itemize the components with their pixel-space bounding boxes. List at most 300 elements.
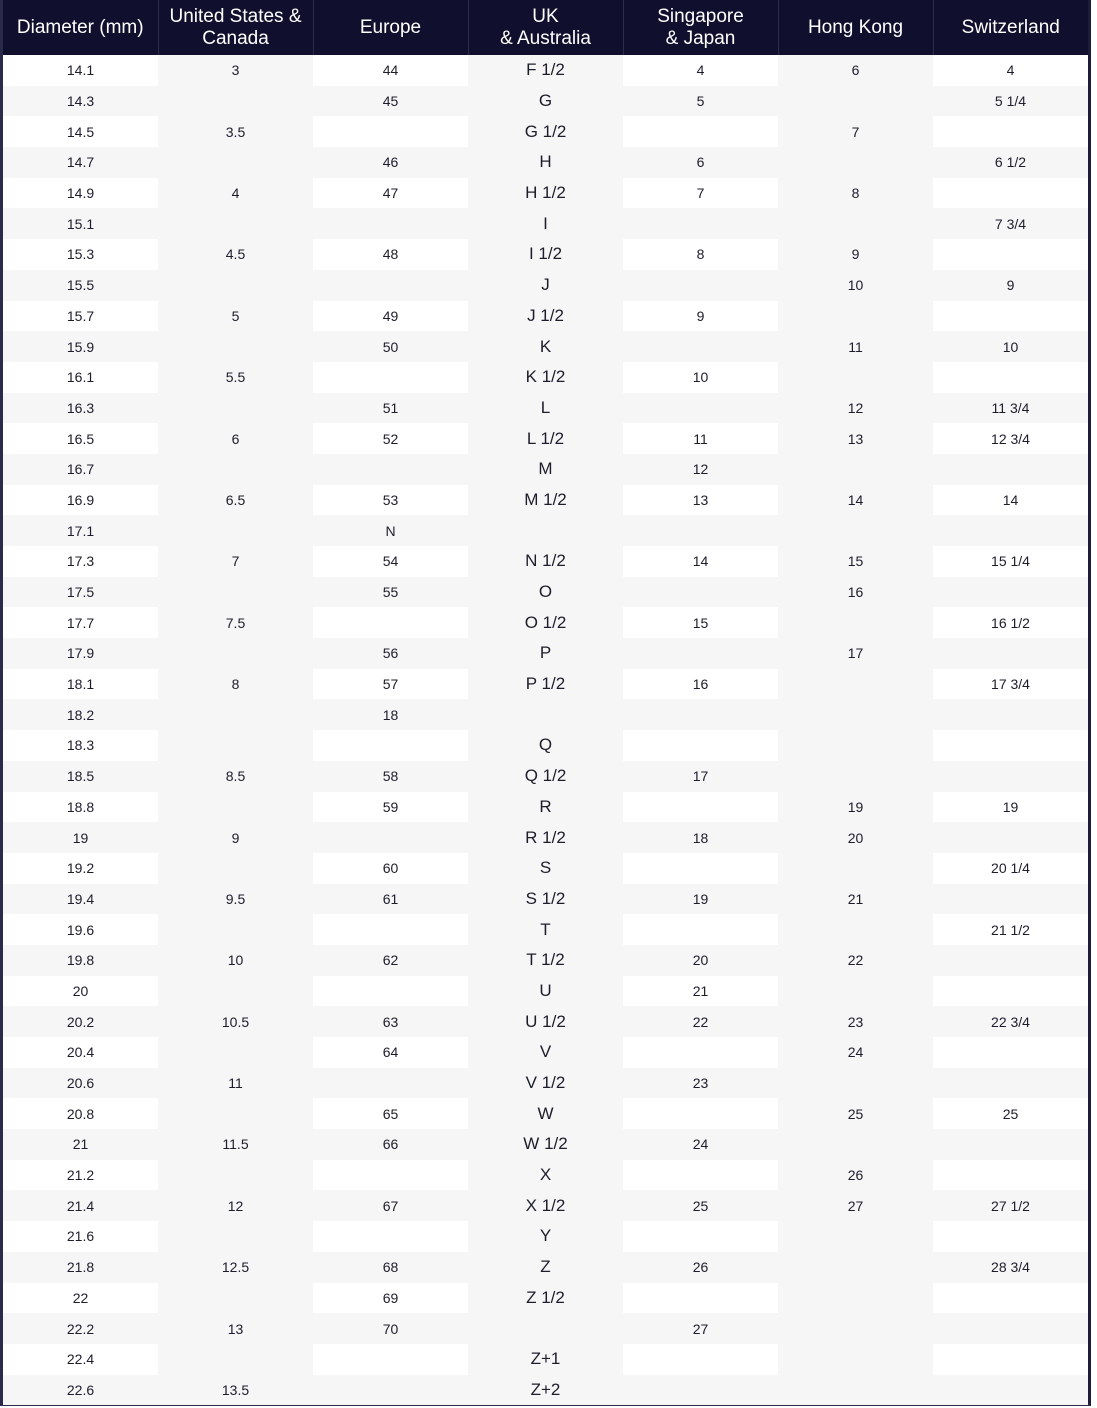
table-row: [3, 1375, 1088, 1406]
cell-uk-australia: I 1/2: [468, 239, 623, 270]
cell-diameter: 14.7: [3, 147, 158, 178]
cell-europe: [313, 607, 468, 638]
column-header-line: Canada: [202, 27, 269, 49]
cell-uk-australia: R 1/2: [468, 822, 623, 853]
table-row: [3, 1190, 1088, 1221]
table-row: [3, 178, 1088, 209]
cell-diameter: 17.1: [3, 515, 158, 546]
cell-uk-australia: M: [468, 454, 623, 485]
cell-switzerland: [933, 515, 1088, 546]
cell-hong-kong: 14: [778, 485, 933, 516]
cell-diameter: 18.3: [3, 730, 158, 761]
cell-hong-kong: [778, 1221, 933, 1252]
cell-hong-kong: [778, 607, 933, 638]
cell-diameter: 16.3: [3, 393, 158, 424]
cell-switzerland: [933, 945, 1088, 976]
cell-switzerland: 7 3/4: [933, 208, 1088, 239]
cell-singapore-japan: [623, 116, 778, 147]
cell-us-canada: 4.5: [158, 239, 313, 270]
table-row: [3, 853, 1088, 884]
table-row: [3, 945, 1088, 976]
cell-singapore-japan: [623, 730, 778, 761]
cell-us-canada: [158, 976, 313, 1007]
column-header-singapore-japan: [623, 0, 778, 55]
cell-switzerland: 15 1/4: [933, 546, 1088, 577]
cell-hong-kong: 16: [778, 577, 933, 608]
cell-singapore-japan: [623, 1098, 778, 1129]
cell-diameter: 14.3: [3, 86, 158, 117]
cell-switzerland: [933, 822, 1088, 853]
cell-europe: [313, 1068, 468, 1099]
cell-singapore-japan: [623, 1283, 778, 1314]
table-row: [3, 577, 1088, 608]
cell-hong-kong: [778, 1129, 933, 1160]
cell-hong-kong: [778, 853, 933, 884]
cell-us-canada: 4: [158, 178, 313, 209]
cell-europe: 63: [313, 1006, 468, 1037]
cell-hong-kong: 9: [778, 239, 933, 270]
cell-us-canada: 5.5: [158, 362, 313, 393]
cell-singapore-japan: [623, 1221, 778, 1252]
cell-diameter: 18.5: [3, 761, 158, 792]
cell-europe: 51: [313, 393, 468, 424]
cell-singapore-japan: [623, 1037, 778, 1068]
cell-europe: 62: [313, 945, 468, 976]
cell-uk-australia: I: [468, 208, 623, 239]
cell-diameter: 17.3: [3, 546, 158, 577]
cell-hong-kong: 10: [778, 270, 933, 301]
cell-hong-kong: 19: [778, 792, 933, 823]
cell-switzerland: 14: [933, 485, 1088, 516]
cell-diameter: 21.8: [3, 1252, 158, 1283]
cell-switzerland: 17 3/4: [933, 669, 1088, 700]
cell-diameter: 14.9: [3, 178, 158, 209]
cell-us-canada: 3: [158, 55, 313, 86]
cell-switzerland: 11 3/4: [933, 393, 1088, 424]
cell-switzerland: 28 3/4: [933, 1252, 1088, 1283]
cell-europe: [313, 1375, 468, 1406]
cell-uk-australia: W: [468, 1098, 623, 1129]
cell-diameter: 17.7: [3, 607, 158, 638]
column-header-line: Switzerland: [961, 16, 1060, 38]
table-row: [3, 761, 1088, 792]
cell-switzerland: [933, 362, 1088, 393]
cell-uk-australia: H: [468, 147, 623, 178]
table-row: [3, 792, 1088, 823]
cell-diameter: 16.7: [3, 454, 158, 485]
cell-singapore-japan: 27: [623, 1313, 778, 1344]
cell-singapore-japan: 16: [623, 669, 778, 700]
table-row: [3, 1068, 1088, 1099]
cell-uk-australia: S: [468, 853, 623, 884]
cell-diameter: 21.6: [3, 1221, 158, 1252]
cell-diameter: 16.1: [3, 362, 158, 393]
cell-us-canada: [158, 577, 313, 608]
cell-diameter: 21.2: [3, 1160, 158, 1191]
table-row: [3, 239, 1088, 270]
cell-singapore-japan: 15: [623, 607, 778, 638]
cell-diameter: 21.4: [3, 1190, 158, 1221]
cell-hong-kong: 26: [778, 1160, 933, 1191]
cell-us-canada: 11: [158, 1068, 313, 1099]
cell-hong-kong: [778, 454, 933, 485]
cell-diameter: 22.2: [3, 1313, 158, 1344]
cell-switzerland: 9: [933, 270, 1088, 301]
cell-uk-australia: [468, 515, 623, 546]
cell-hong-kong: [778, 86, 933, 117]
cell-singapore-japan: 11: [623, 423, 778, 454]
cell-uk-australia: L: [468, 393, 623, 424]
column-header-line: UK: [532, 5, 559, 27]
cell-uk-australia: K 1/2: [468, 362, 623, 393]
cell-diameter: 22.4: [3, 1344, 158, 1375]
cell-singapore-japan: [623, 792, 778, 823]
cell-singapore-japan: [623, 577, 778, 608]
cell-singapore-japan: 20: [623, 945, 778, 976]
cell-europe: [313, 1221, 468, 1252]
cell-uk-australia: J 1/2: [468, 301, 623, 332]
cell-us-canada: 9: [158, 822, 313, 853]
cell-switzerland: 5 1/4: [933, 86, 1088, 117]
cell-hong-kong: 12: [778, 393, 933, 424]
cell-europe: [313, 914, 468, 945]
cell-diameter: 19.2: [3, 853, 158, 884]
cell-europe: 65: [313, 1098, 468, 1129]
cell-diameter: 20.4: [3, 1037, 158, 1068]
cell-singapore-japan: 25: [623, 1190, 778, 1221]
cell-uk-australia: R: [468, 792, 623, 823]
cell-uk-australia: J: [468, 270, 623, 301]
cell-uk-australia: O: [468, 577, 623, 608]
cell-hong-kong: 17: [778, 638, 933, 669]
cell-switzerland: [933, 1375, 1088, 1406]
cell-hong-kong: [778, 730, 933, 761]
cell-diameter: 18.1: [3, 669, 158, 700]
table-row: [3, 454, 1088, 485]
table-row: [3, 147, 1088, 178]
cell-switzerland: [933, 239, 1088, 270]
cell-europe: 44: [313, 55, 468, 86]
cell-hong-kong: [778, 208, 933, 239]
cell-us-canada: 8.5: [158, 761, 313, 792]
column-header-uk-australia: [468, 0, 623, 55]
table-row: [3, 1313, 1088, 1344]
cell-hong-kong: [778, 1252, 933, 1283]
cell-europe: 53: [313, 485, 468, 516]
cell-diameter: 19.4: [3, 884, 158, 915]
cell-switzerland: [933, 1221, 1088, 1252]
cell-hong-kong: [778, 301, 933, 332]
table-row: [3, 884, 1088, 915]
cell-hong-kong: 20: [778, 822, 933, 853]
cell-diameter: 15.9: [3, 331, 158, 362]
cell-uk-australia: Y: [468, 1221, 623, 1252]
cell-hong-kong: [778, 1283, 933, 1314]
cell-singapore-japan: 5: [623, 86, 778, 117]
cell-uk-australia: Z+2: [468, 1375, 623, 1406]
table-row: [3, 362, 1088, 393]
cell-europe: [313, 270, 468, 301]
cell-us-canada: 8: [158, 669, 313, 700]
cell-switzerland: [933, 1037, 1088, 1068]
cell-hong-kong: [778, 761, 933, 792]
cell-switzerland: [933, 178, 1088, 209]
cell-europe: 64: [313, 1037, 468, 1068]
cell-diameter: 17.9: [3, 638, 158, 669]
cell-switzerland: 20 1/4: [933, 853, 1088, 884]
cell-uk-australia: H 1/2: [468, 178, 623, 209]
column-header-diameter: [3, 0, 158, 55]
cell-singapore-japan: 12: [623, 454, 778, 485]
cell-hong-kong: [778, 147, 933, 178]
cell-us-canada: [158, 1283, 313, 1314]
cell-us-canada: [158, 1098, 313, 1129]
cell-switzerland: [933, 1160, 1088, 1191]
cell-europe: [313, 822, 468, 853]
table-row: [3, 515, 1088, 546]
cell-uk-australia: X 1/2: [468, 1190, 623, 1221]
cell-switzerland: [933, 454, 1088, 485]
cell-singapore-japan: [623, 1344, 778, 1375]
table-row: [3, 301, 1088, 332]
cell-uk-australia: M 1/2: [468, 485, 623, 516]
cell-singapore-japan: 7: [623, 178, 778, 209]
cell-diameter: 19.6: [3, 914, 158, 945]
cell-diameter: 22.6: [3, 1375, 158, 1406]
cell-singapore-japan: [623, 270, 778, 301]
cell-switzerland: [933, 116, 1088, 147]
cell-hong-kong: [778, 1344, 933, 1375]
table-row: [3, 423, 1088, 454]
cell-uk-australia: Z: [468, 1252, 623, 1283]
cell-singapore-japan: 13: [623, 485, 778, 516]
cell-diameter: 17.5: [3, 577, 158, 608]
table-row: [3, 699, 1088, 730]
cell-hong-kong: 22: [778, 945, 933, 976]
cell-hong-kong: 11: [778, 331, 933, 362]
cell-us-canada: [158, 699, 313, 730]
cell-switzerland: [933, 577, 1088, 608]
table-row: [3, 976, 1088, 1007]
cell-hong-kong: [778, 914, 933, 945]
table-row: [3, 1006, 1088, 1037]
cell-hong-kong: [778, 515, 933, 546]
cell-diameter: 20.2: [3, 1006, 158, 1037]
cell-europe: 52: [313, 423, 468, 454]
column-header-line: United States &: [169, 5, 302, 27]
table-row: [3, 116, 1088, 147]
cell-europe: [313, 116, 468, 147]
cell-us-canada: 6.5: [158, 485, 313, 516]
cell-uk-australia: K: [468, 331, 623, 362]
cell-switzerland: 19: [933, 792, 1088, 823]
cell-singapore-japan: [623, 208, 778, 239]
cell-uk-australia: Z 1/2: [468, 1283, 623, 1314]
cell-uk-australia: F 1/2: [468, 55, 623, 86]
cell-diameter: 15.1: [3, 208, 158, 239]
cell-europe: N: [313, 515, 468, 546]
cell-us-canada: [158, 1344, 313, 1375]
cell-uk-australia: V: [468, 1037, 623, 1068]
cell-us-canada: [158, 730, 313, 761]
cell-europe: 49: [313, 301, 468, 332]
cell-us-canada: 9.5: [158, 884, 313, 915]
table-row: [3, 1344, 1088, 1375]
cell-europe: 60: [313, 853, 468, 884]
cell-hong-kong: 23: [778, 1006, 933, 1037]
cell-singapore-japan: 6: [623, 147, 778, 178]
cell-us-canada: [158, 86, 313, 117]
table-row: [3, 270, 1088, 301]
cell-switzerland: [933, 730, 1088, 761]
cell-europe: 70: [313, 1313, 468, 1344]
cell-switzerland: [933, 1283, 1088, 1314]
cell-europe: 59: [313, 792, 468, 823]
column-header-line: Singapore: [657, 5, 744, 27]
cell-hong-kong: [778, 976, 933, 1007]
cell-singapore-japan: 23: [623, 1068, 778, 1099]
cell-europe: [313, 1160, 468, 1191]
ring-size-conversion-table: [3, 0, 1088, 1405]
cell-us-canada: 7.5: [158, 607, 313, 638]
cell-us-canada: 12.5: [158, 1252, 313, 1283]
cell-switzerland: 12 3/4: [933, 423, 1088, 454]
cell-singapore-japan: 14: [623, 546, 778, 577]
cell-uk-australia: G: [468, 86, 623, 117]
cell-singapore-japan: [623, 1160, 778, 1191]
table-row: [3, 546, 1088, 577]
cell-europe: [313, 362, 468, 393]
column-header-switzerland: [933, 0, 1088, 55]
cell-uk-australia: V 1/2: [468, 1068, 623, 1099]
cell-diameter: 20.6: [3, 1068, 158, 1099]
cell-us-canada: 7: [158, 546, 313, 577]
table-row: [3, 1098, 1088, 1129]
cell-europe: 67: [313, 1190, 468, 1221]
cell-diameter: 20: [3, 976, 158, 1007]
cell-switzerland: 6 1/2: [933, 147, 1088, 178]
cell-diameter: 21: [3, 1129, 158, 1160]
cell-singapore-japan: [623, 1375, 778, 1406]
cell-hong-kong: 7: [778, 116, 933, 147]
cell-uk-australia: W 1/2: [468, 1129, 623, 1160]
table-row: [3, 393, 1088, 424]
cell-uk-australia: T 1/2: [468, 945, 623, 976]
cell-us-canada: [158, 331, 313, 362]
cell-europe: 69: [313, 1283, 468, 1314]
cell-us-canada: 11.5: [158, 1129, 313, 1160]
cell-hong-kong: [778, 669, 933, 700]
cell-switzerland: [933, 699, 1088, 730]
cell-diameter: 20.8: [3, 1098, 158, 1129]
cell-switzerland: [933, 638, 1088, 669]
cell-us-canada: 3.5: [158, 116, 313, 147]
cell-singapore-japan: [623, 638, 778, 669]
table-row: [3, 1252, 1088, 1283]
column-header-line: & Australia: [500, 27, 591, 49]
cell-europe: [313, 730, 468, 761]
cell-hong-kong: [778, 699, 933, 730]
cell-switzerland: [933, 1344, 1088, 1375]
cell-diameter: 16.9: [3, 485, 158, 516]
cell-europe: 45: [313, 86, 468, 117]
cell-uk-australia: L 1/2: [468, 423, 623, 454]
cell-europe: [313, 976, 468, 1007]
cell-hong-kong: 13: [778, 423, 933, 454]
cell-switzerland: 25: [933, 1098, 1088, 1129]
cell-singapore-japan: 4: [623, 55, 778, 86]
header-row: [3, 0, 1088, 55]
table-body: [3, 55, 1088, 1405]
cell-diameter: 22: [3, 1283, 158, 1314]
cell-singapore-japan: 26: [623, 1252, 778, 1283]
cell-diameter: 18.2: [3, 699, 158, 730]
cell-uk-australia: X: [468, 1160, 623, 1191]
cell-singapore-japan: [623, 515, 778, 546]
cell-us-canada: [158, 454, 313, 485]
cell-europe: [313, 208, 468, 239]
cell-diameter: 15.3: [3, 239, 158, 270]
cell-hong-kong: 27: [778, 1190, 933, 1221]
cell-europe: [313, 1344, 468, 1375]
cell-diameter: 19.8: [3, 945, 158, 976]
table-row: [3, 55, 1088, 86]
cell-europe: 57: [313, 669, 468, 700]
table-row: [3, 914, 1088, 945]
cell-hong-kong: 8: [778, 178, 933, 209]
cell-uk-australia: G 1/2: [468, 116, 623, 147]
cell-singapore-japan: [623, 853, 778, 884]
table-row: [3, 1037, 1088, 1068]
cell-europe: [313, 454, 468, 485]
cell-switzerland: 16 1/2: [933, 607, 1088, 638]
cell-switzerland: [933, 976, 1088, 1007]
cell-switzerland: 10: [933, 331, 1088, 362]
cell-switzerland: [933, 1068, 1088, 1099]
cell-hong-kong: 6: [778, 55, 933, 86]
cell-europe: 56: [313, 638, 468, 669]
cell-singapore-japan: [623, 331, 778, 362]
cell-uk-australia: U: [468, 976, 623, 1007]
cell-diameter: 14.5: [3, 116, 158, 147]
cell-diameter: 19: [3, 822, 158, 853]
cell-singapore-japan: 21: [623, 976, 778, 1007]
cell-switzerland: [933, 301, 1088, 332]
cell-us-canada: [158, 914, 313, 945]
cell-switzerland: [933, 1313, 1088, 1344]
cell-europe: 18: [313, 699, 468, 730]
cell-us-canada: [158, 393, 313, 424]
cell-hong-kong: 24: [778, 1037, 933, 1068]
cell-hong-kong: 21: [778, 884, 933, 915]
cell-uk-australia: O 1/2: [468, 607, 623, 638]
cell-singapore-japan: 8: [623, 239, 778, 270]
cell-switzerland: 4: [933, 55, 1088, 86]
cell-us-canada: 13: [158, 1313, 313, 1344]
table-row: [3, 607, 1088, 638]
cell-switzerland: [933, 884, 1088, 915]
cell-uk-australia: Z+1: [468, 1344, 623, 1375]
cell-uk-australia: T: [468, 914, 623, 945]
cell-uk-australia: Q 1/2: [468, 761, 623, 792]
cell-hong-kong: [778, 1313, 933, 1344]
column-header-hong-kong: [778, 0, 933, 55]
cell-switzerland: 27 1/2: [933, 1190, 1088, 1221]
cell-hong-kong: [778, 1068, 933, 1099]
table-row: [3, 1283, 1088, 1314]
cell-diameter: 15.7: [3, 301, 158, 332]
cell-diameter: 15.5: [3, 270, 158, 301]
